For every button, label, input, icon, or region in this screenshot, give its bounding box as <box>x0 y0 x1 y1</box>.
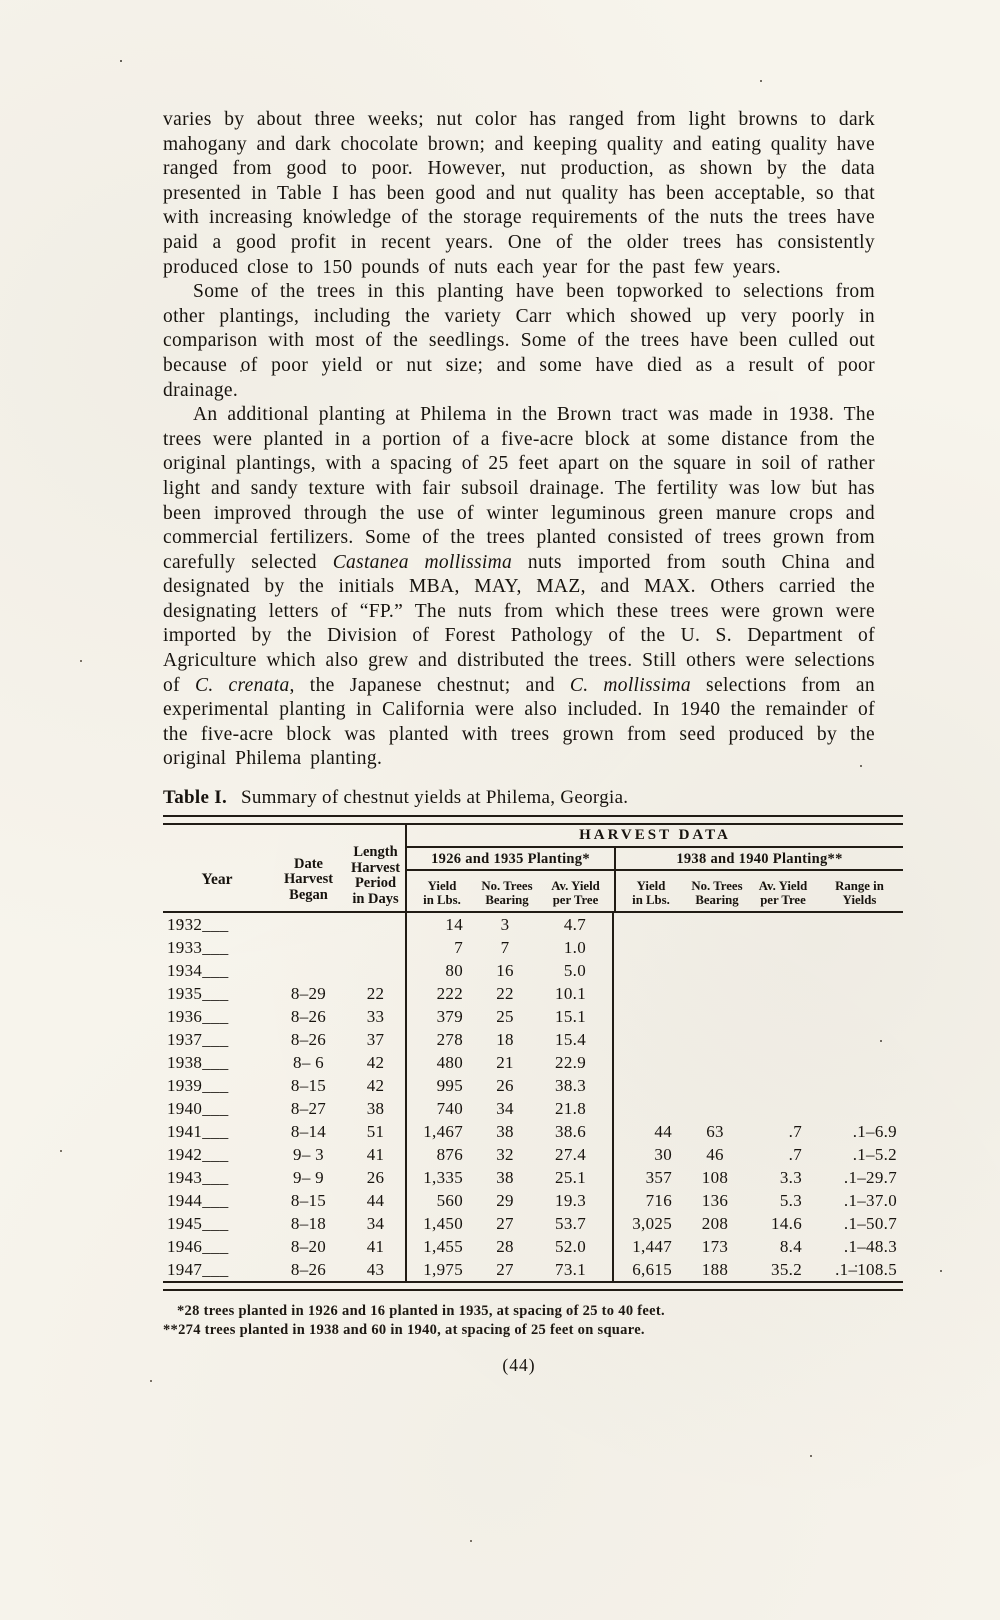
table-caption <box>163 787 875 809</box>
cell-avg-yield-1926: 38.6 <box>555 1122 586 1142</box>
cell-yield-1926: 1,450 <box>405 1212 475 1235</box>
cell-range-in-yields: .1–50.7 <box>843 1214 897 1234</box>
text-run: selections from an experimental planting in California were also included. In 1940 the remainder of the five-acre block was planted with trees grown from seed produced by the original Philema planting. <box>163 674 875 770</box>
species-name: C. crenata <box>195 674 290 696</box>
table-bottom-rule <box>163 1281 903 1291</box>
cell-yield-1926: 1,467 <box>405 1120 475 1143</box>
cell-yield-1926: 222 <box>405 982 475 1005</box>
cell-harvest-period-days: 38 <box>366 1099 385 1119</box>
table-row <box>163 1028 903 1051</box>
cell-yield-1938: 1,447 <box>612 1235 684 1258</box>
cell-trees-bearing-1938: 208 <box>701 1214 729 1234</box>
group1-label: 1926 and 1935 Planting* <box>407 848 614 871</box>
table-row <box>163 982 903 1005</box>
header-days-line2: Harvest <box>350 859 401 876</box>
cell-trees-bearing-1938: 136 <box>701 1191 729 1211</box>
cell-trees-bearing-1938 <box>684 1051 746 1074</box>
cell-avg-yield-1938 <box>746 1097 816 1120</box>
cell-harvest-period-days: 33 <box>366 1007 385 1027</box>
cell-avg-yield-1926: 19.3 <box>555 1191 586 1211</box>
sub-trees-line2: Bearing <box>485 893 529 908</box>
cell-yield-1926: 80 <box>405 959 475 982</box>
cell-avg-yield-1938 <box>746 1074 816 1097</box>
cell-trees-bearing-1926: 29 <box>496 1191 514 1211</box>
cell-year: 1940___ <box>167 1099 229 1119</box>
cell-trees-bearing-1926: 32 <box>496 1145 514 1165</box>
cell-harvest-period-days: 41 <box>366 1237 385 1257</box>
cell-trees-bearing-1926: 3 <box>500 915 510 935</box>
cell-trees-bearing-1938: 63 <box>706 1122 724 1142</box>
cell-year: 1946___ <box>167 1237 229 1257</box>
sub-yield-line1: Yield <box>636 879 666 894</box>
scan-speckles <box>120 60 122 62</box>
sub-trees-line1: No. Trees <box>481 879 533 894</box>
table-body <box>163 913 903 1281</box>
cell-yield-1926: 1,975 <box>405 1258 475 1281</box>
cell-year: 1932___ <box>167 915 229 935</box>
subheader-avg-yield <box>537 880 614 908</box>
cell-yield-1926: 1,455 <box>405 1235 475 1258</box>
cell-harvest-period-days <box>346 913 405 936</box>
cell-avg-yield-1926: 38.3 <box>555 1076 586 1096</box>
cell-year: 1944___ <box>167 1191 229 1211</box>
footnote-1: *28 trees planted in 1926 and 16 planted in 1935, at spacing of 25 to 40 feet. <box>177 1303 665 1320</box>
cell-avg-yield-1926: 73.1 <box>555 1260 586 1280</box>
cell-trees-bearing-1938: 173 <box>701 1237 729 1257</box>
cell-yield-1938 <box>612 959 684 982</box>
cell-yield-1926: 480 <box>405 1051 475 1074</box>
cell-date-harvest-began: 9– 9 <box>293 1168 324 1188</box>
header-year-label: Year <box>201 870 233 888</box>
cell-yield-1926: 740 <box>405 1097 475 1120</box>
cell-range-in-yields <box>816 959 899 982</box>
sub-yield-line2: in Lbs. <box>423 893 461 908</box>
cell-date-harvest-began: 8–26 <box>290 1030 327 1050</box>
cell-date-harvest-began <box>271 936 346 959</box>
cell-avg-yield-1938 <box>746 936 816 959</box>
table-top-rule <box>163 815 903 825</box>
subheader-trees <box>477 880 537 908</box>
cell-avg-yield-1926: 21.8 <box>555 1099 586 1119</box>
cell-avg-yield-1926: 53.7 <box>555 1214 586 1234</box>
table-row <box>163 1005 903 1028</box>
table-row <box>163 1051 903 1074</box>
cell-avg-yield-1938 <box>746 1028 816 1051</box>
table-row <box>163 1212 903 1235</box>
cell-avg-yield-1926: 5.0 <box>563 961 586 981</box>
cell-yield-1938: 357 <box>612 1166 684 1189</box>
cell-avg-yield-1926: 10.1 <box>555 984 586 1004</box>
cell-avg-yield-1938 <box>746 1051 816 1074</box>
cell-avg-yield-1938 <box>746 982 816 1005</box>
cell-avg-yield-1926: 22.9 <box>555 1053 586 1073</box>
cell-trees-bearing-1926: 22 <box>496 984 514 1004</box>
sub-range-line2: Yields <box>842 893 877 908</box>
cell-yield-1938 <box>612 936 684 959</box>
species-name: Castanea mollissima <box>332 551 513 573</box>
cell-year: 1943___ <box>167 1168 229 1188</box>
sub-avg-line1: Av. Yield <box>758 879 808 894</box>
cell-avg-yield-1938: 35.2 <box>771 1260 802 1280</box>
group-1926-1935 <box>407 848 614 911</box>
header-date-line3: Began <box>289 886 328 903</box>
cell-range-in-yields: .1–108.5 <box>835 1260 897 1280</box>
cell-date-harvest-began: 8–29 <box>290 984 327 1004</box>
cell-trees-bearing-1926: 25 <box>496 1007 514 1027</box>
subheader-avg-yield <box>748 880 818 908</box>
cell-trees-bearing-1938 <box>684 913 746 936</box>
cell-avg-yield-1926: 25.1 <box>555 1168 586 1188</box>
cell-range-in-yields <box>816 1097 899 1120</box>
table-header-left <box>163 825 405 911</box>
cell-yield-1926: 560 <box>405 1189 475 1212</box>
cell-date-harvest-began: 8–26 <box>290 1007 327 1027</box>
paragraph <box>163 108 875 280</box>
cell-range-in-yields: .1–29.7 <box>843 1168 897 1188</box>
cell-yield-1926: 995 <box>405 1074 475 1097</box>
cell-yield-1938: 6,615 <box>612 1258 684 1281</box>
cell-trees-bearing-1938 <box>684 1028 746 1051</box>
cell-avg-yield-1938: 5.3 <box>779 1191 802 1211</box>
group2-label: 1938 and 1940 Planting** <box>616 848 903 871</box>
cell-trees-bearing-1938 <box>684 1097 746 1120</box>
cell-yield-1938: 44 <box>612 1120 684 1143</box>
cell-yield-1938 <box>612 1028 684 1051</box>
cell-harvest-period-days: 26 <box>366 1168 385 1188</box>
cell-harvest-period-days: 42 <box>366 1053 385 1073</box>
sub-avg-line2: per Tree <box>760 893 806 908</box>
cell-range-in-yields <box>816 913 899 936</box>
cell-avg-yield-1938: 8.4 <box>779 1237 802 1257</box>
cell-avg-yield-1938 <box>746 1005 816 1028</box>
cell-date-harvest-began: 8–15 <box>290 1076 327 1096</box>
harvest-data-title: HARVEST DATA <box>407 825 903 848</box>
cell-yield-1938 <box>612 1005 684 1028</box>
footnote-2: **274 trees planted in 1938 and 60 in 1940, at spacing of 25 feet on square. <box>163 1321 645 1338</box>
group-1938-1940 <box>614 848 903 911</box>
header-year <box>163 825 271 911</box>
cell-year: 1934___ <box>167 961 229 981</box>
sub-avg-line1: Av. Yield <box>551 879 600 894</box>
chestnut-yield-table <box>163 815 903 1291</box>
cell-harvest-period-days: 44 <box>366 1191 385 1211</box>
cell-trees-bearing-1926: 26 <box>496 1076 514 1096</box>
cell-range-in-yields <box>816 936 899 959</box>
text-run: Some of the trees in this planting have been topworked to selections from other plantings, including the variety Carr which showed up very poorly in comparison with most of the seedlings. Some of the trees have been culled out because of poor yield or nut size; and some have died as a result of poor drainage. <box>163 281 875 401</box>
table-caption-text: Summary of chestnut yields at Philema, Georgia. <box>241 787 629 809</box>
cell-year: 1936___ <box>167 1007 229 1027</box>
cell-range-in-yields <box>816 1028 899 1051</box>
subheader-yield <box>616 880 686 908</box>
cell-range-in-yields <box>816 982 899 1005</box>
table-row <box>163 1097 903 1120</box>
table-row <box>163 1074 903 1097</box>
text-run: nuts imported from south China and designated by the initials MBA, MAY, MAZ, and MAX. Others carried the designating letters of “FP.” The nuts from which these trees were grown were imported by the Division of Forest Pathology of the U. S. Department of Agriculture which also grew and distributed the trees. Still others were selections of <box>163 551 875 696</box>
cell-yield-1938 <box>612 1051 684 1074</box>
sub-trees-line1: No. Trees <box>691 879 743 894</box>
cell-yield-1938 <box>612 1097 684 1120</box>
cell-trees-bearing-1926: 21 <box>496 1053 514 1073</box>
cell-year: 1933___ <box>167 938 229 958</box>
cell-yield-1938: 30 <box>612 1143 684 1166</box>
cell-harvest-period-days: 51 <box>366 1122 385 1142</box>
table-header-harvest-data <box>405 825 903 911</box>
cell-range-in-yields <box>816 1074 899 1097</box>
cell-date-harvest-began: 8–20 <box>290 1237 327 1257</box>
header-days-line3: Period <box>354 875 397 892</box>
cell-yield-1926: 278 <box>405 1028 475 1051</box>
cell-date-harvest-began: 8–14 <box>290 1122 327 1142</box>
table-header <box>163 825 903 913</box>
cell-trees-bearing-1938 <box>684 1005 746 1028</box>
page-content <box>163 108 897 1376</box>
cell-trees-bearing-1926: 16 <box>496 961 514 981</box>
cell-year: 1942___ <box>167 1145 229 1165</box>
cell-year: 1935___ <box>167 984 229 1004</box>
cell-avg-yield-1938: 14.6 <box>771 1214 802 1234</box>
cell-harvest-period-days <box>346 936 405 959</box>
paragraph <box>163 280 875 403</box>
group2-subheaders <box>616 871 903 911</box>
sub-yield-line2: in Lbs. <box>632 893 670 908</box>
cell-harvest-period-days: 43 <box>366 1260 385 1280</box>
cell-avg-yield-1938: .7 <box>788 1145 802 1165</box>
subheader-yield <box>407 880 477 908</box>
cell-harvest-period-days: 42 <box>366 1076 385 1096</box>
cell-trees-bearing-1938 <box>684 936 746 959</box>
header-length-harvest-period <box>346 825 405 911</box>
subheader-range <box>818 880 901 908</box>
table-row <box>163 936 903 959</box>
cell-trees-bearing-1926: 27 <box>496 1214 514 1234</box>
cell-date-harvest-began: 8–15 <box>290 1191 327 1211</box>
cell-range-in-yields: .1–5.2 <box>852 1145 897 1165</box>
cell-trees-bearing-1926: 18 <box>496 1030 514 1050</box>
cell-yield-1926: 7 <box>405 936 475 959</box>
cell-avg-yield-1938: 3.3 <box>779 1168 802 1188</box>
cell-avg-yield-1938 <box>746 959 816 982</box>
cell-trees-bearing-1938 <box>684 982 746 1005</box>
cell-range-in-yields <box>816 1005 899 1028</box>
cell-avg-yield-1926: 52.0 <box>555 1237 586 1257</box>
cell-avg-yield-1926: 27.4 <box>555 1145 586 1165</box>
cell-date-harvest-began: 8–18 <box>290 1214 327 1234</box>
cell-avg-yield-1926: 1.0 <box>563 938 586 958</box>
cell-year: 1945___ <box>167 1214 229 1234</box>
cell-yield-1926: 1,335 <box>405 1166 475 1189</box>
cell-trees-bearing-1926: 38 <box>496 1122 514 1142</box>
cell-trees-bearing-1938: 188 <box>701 1260 729 1280</box>
paragraph <box>163 403 875 772</box>
cell-trees-bearing-1926: 27 <box>496 1260 514 1280</box>
cell-trees-bearing-1926: 38 <box>496 1168 514 1188</box>
cell-yield-1938 <box>612 1074 684 1097</box>
cell-year: 1937___ <box>167 1030 229 1050</box>
cell-date-harvest-began <box>271 959 346 982</box>
table-row <box>163 1258 903 1281</box>
cell-yield-1926: 379 <box>405 1005 475 1028</box>
table-row <box>163 1189 903 1212</box>
table-footnotes <box>163 1302 875 1339</box>
table-caption-label: Table I. <box>163 787 228 809</box>
table-row <box>163 1166 903 1189</box>
planting-groups <box>407 848 903 911</box>
cell-yield-1938 <box>612 913 684 936</box>
header-date-line2: Harvest <box>283 871 334 888</box>
cell-avg-yield-1926: 15.4 <box>555 1030 586 1050</box>
cell-range-in-yields: .1–6.9 <box>852 1122 897 1142</box>
cell-harvest-period-days: 34 <box>366 1214 385 1234</box>
header-days-line1: Length <box>353 844 398 861</box>
cell-date-harvest-began: 8–26 <box>290 1260 327 1280</box>
cell-avg-yield-1926: 4.7 <box>563 915 586 935</box>
cell-year: 1947___ <box>167 1260 229 1280</box>
header-date-line1: Date <box>294 855 323 872</box>
cell-trees-bearing-1926: 28 <box>496 1237 514 1257</box>
cell-trees-bearing-1938 <box>684 1074 746 1097</box>
cell-date-harvest-began: 8– 6 <box>293 1053 324 1073</box>
cell-yield-1938: 716 <box>612 1189 684 1212</box>
cell-date-harvest-began: 9– 3 <box>293 1145 324 1165</box>
table-row <box>163 1235 903 1258</box>
text-run: , the Japanese chestnut; and <box>289 674 570 696</box>
cell-range-in-yields: .1–37.0 <box>843 1191 897 1211</box>
cell-range-in-yields <box>816 1051 899 1074</box>
sub-range-line1: Range in <box>835 879 884 894</box>
page-number: (44) <box>502 1355 536 1376</box>
cell-yield-1938 <box>612 982 684 1005</box>
cell-year: 1938___ <box>167 1053 229 1073</box>
sub-yield-line1: Yield <box>427 879 457 894</box>
cell-yield-1938: 3,025 <box>612 1212 684 1235</box>
cell-year: 1939___ <box>167 1076 229 1096</box>
cell-avg-yield-1938 <box>746 913 816 936</box>
table-row <box>163 959 903 982</box>
cell-date-harvest-began <box>271 913 346 936</box>
cell-harvest-period-days <box>346 959 405 982</box>
cell-harvest-period-days: 22 <box>366 984 385 1004</box>
subheader-trees <box>686 880 748 908</box>
text-run: An additional planting at Philema in the Brown tract was made in 1938. The trees were planted in a portion of a five-acre block at some distance from the original plantings, with a spacing of 25 feet apart on the square in soil of rather light and sandy texture with fair subsoil drainage. The fertility was low but has been improved through the use of winter leguminous green manure crops and commercial fertilizers. Some of the trees planted consisted of trees grown from carefully selected <box>163 404 875 573</box>
body-text <box>163 108 875 772</box>
cell-trees-bearing-1938: 46 <box>706 1145 724 1165</box>
cell-harvest-period-days: 41 <box>366 1145 385 1165</box>
cell-trees-bearing-1926: 7 <box>500 938 510 958</box>
header-date-harvest-began <box>271 825 346 911</box>
cell-year: 1941___ <box>167 1122 229 1142</box>
table-row <box>163 1120 903 1143</box>
sub-trees-line2: Bearing <box>695 893 739 908</box>
header-days-line4: in Days <box>352 890 399 907</box>
cell-trees-bearing-1938: 108 <box>701 1168 729 1188</box>
cell-yield-1926: 14 <box>405 913 475 936</box>
cell-yield-1926: 876 <box>405 1143 475 1166</box>
species-name: C. mollissima <box>569 674 691 696</box>
cell-avg-yield-1926: 15.1 <box>555 1007 586 1027</box>
cell-harvest-period-days: 37 <box>366 1030 385 1050</box>
cell-date-harvest-began: 8–27 <box>290 1099 327 1119</box>
table-row <box>163 1143 903 1166</box>
sub-avg-line2: per Tree <box>552 893 599 908</box>
group1-subheaders <box>407 871 614 911</box>
table-row <box>163 913 903 936</box>
cell-avg-yield-1938: .7 <box>788 1122 802 1142</box>
cell-trees-bearing-1938 <box>684 959 746 982</box>
cell-range-in-yields: .1–48.3 <box>843 1237 897 1257</box>
cell-trees-bearing-1926: 34 <box>496 1099 514 1119</box>
text-run: varies by about three weeks; nut color has ranged from light browns to dark mahogany and dark chocolate brown; and keeping quality and eating quality have ranged from good to poor. However, nut production, as shown by the data presented in Table I has been good and nut quality has been acceptable, so that with increasing knowledge of the storage requirements of the nuts the trees have paid a good profit in recent years. One of the older trees has consistently produced close to 150 pounds of nuts each year for the past few years. <box>163 109 875 278</box>
